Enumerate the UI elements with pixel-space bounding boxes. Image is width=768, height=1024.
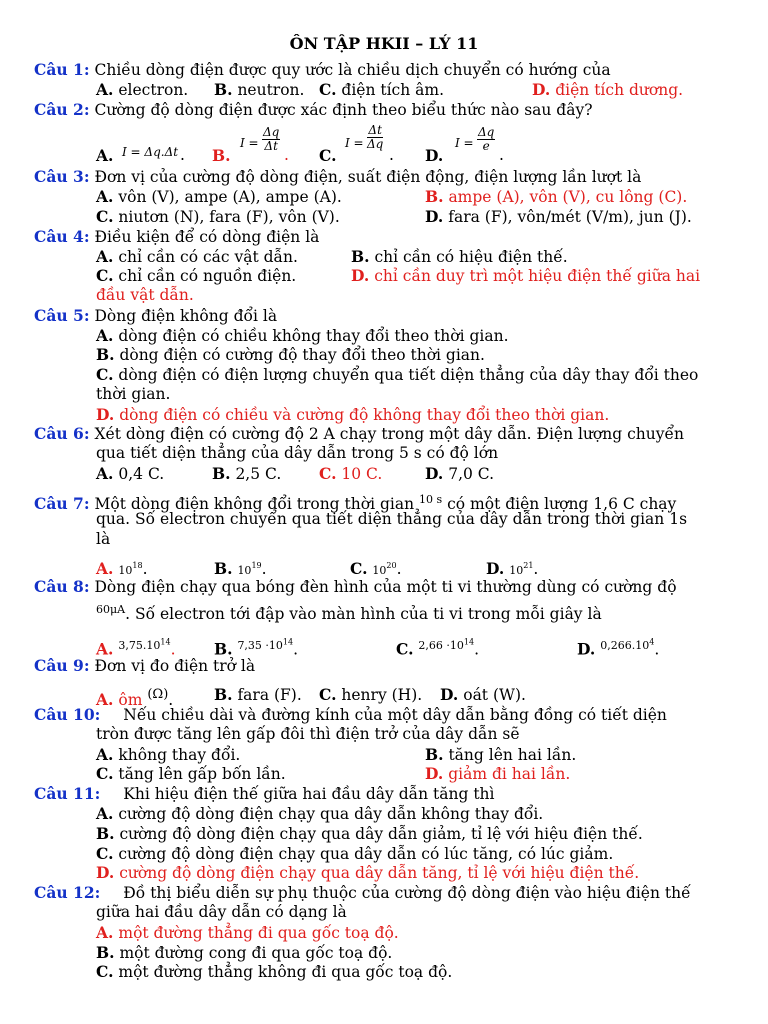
option-d: D. $^{0,266.10^4}$.	[577, 637, 660, 659]
option-a: A. vôn (V), ampe (A), ampe (A).	[96, 187, 342, 206]
question-text: Nếu chiều dài và đường kính của một dây dẫn bằng đồng có tiết diện	[123, 706, 667, 724]
question-text-continued: qua. Số electron chuyển qua tiết diện thẳng của dây dẫn trong thời gian 1s	[96, 510, 688, 528]
option-d-correct: D. dòng điện có chiều và cường độ không thay đổi theo thời gian.	[96, 405, 610, 424]
option-c-correct: C. 10 C.	[319, 464, 383, 483]
question-text-continued: tròn được tăng lên gấp đôi thì điện trở của dây dẫn sẽ	[96, 725, 520, 743]
option-d: D. I = $\frac{\Delta q}{e}$ .	[425, 125, 504, 165]
question-3	[34, 167, 734, 188]
question-4	[34, 227, 734, 248]
option-b: B. fara (F).	[214, 685, 302, 704]
question-text: Dòng điện không đổi là	[94, 307, 278, 325]
option-b: B. tăng lên hai lần.	[425, 745, 577, 764]
question-text: có một điện lượng 1,6 C chạy	[447, 495, 677, 513]
option-b: B. neutron.	[214, 80, 305, 99]
option-c: C. dòng điện có điện lượng chuyển qua tiết diện thẳng của dây thay đổi theo	[96, 365, 699, 384]
question-6	[34, 424, 734, 445]
question-label: Câu 8:	[34, 577, 90, 596]
option-d-correct: D. điện tích dương.	[532, 80, 684, 99]
question-text: Đơn vị đo điện trở là	[94, 657, 256, 675]
option-c: C. $10^{20}$.	[350, 559, 402, 579]
question-label: Câu 5:	[34, 306, 90, 325]
question-label: Câu 4:	[34, 227, 90, 246]
option-a-correct: A. ôm $^{(\Omega)}$.	[96, 687, 174, 709]
option-b-correct: B. I = $\frac{\Delta q}{\Delta t}$ .	[212, 125, 289, 165]
option-b: B. chỉ cần có hiệu điện thế.	[351, 247, 568, 266]
question-text-continued: qua tiết diện thẳng của dây dẫn trong 5 s có độ lớn	[96, 444, 499, 462]
question-8	[34, 577, 734, 598]
question-text: Dòng điện chạy qua bóng đèn hình của một ti vi thường dùng có cường độ	[94, 578, 677, 596]
option-b: B. $^{7,35 \cdot 10^{14}}$.	[214, 637, 299, 659]
option-c: C. cường độ dòng điện chạy qua dây dẫn có lúc tăng, có lúc giảm.	[96, 844, 614, 863]
question-text: Đơn vị của cường độ dòng điện, suất điện động, điện lượng lần lượt là	[94, 168, 642, 186]
question-text: Cường độ dòng điện được xác định theo biểu thức nào sau đây?	[94, 101, 593, 119]
option-c: C. chỉ cần có nguồn điện.	[96, 266, 297, 285]
option-c: C. tăng lên gấp bốn lần.	[96, 764, 286, 783]
current-value: 60μA	[96, 603, 126, 616]
page-title: ÔN TẬP HKII – LÝ 11	[289, 34, 479, 53]
question-text-continued: là	[96, 530, 111, 548]
option-b: B. 2,5 C.	[212, 464, 282, 483]
question-11	[34, 784, 734, 805]
option-c: C. một đường thẳng không đi qua gốc toạ độ.	[96, 962, 453, 981]
option-a: A. không thay đổi.	[96, 745, 241, 764]
option-a: A. 0,4 C.	[96, 464, 165, 483]
document-page: ÔN TẬP HKII – LÝ 11 Câu 1: Chiều dòng điện được quy ước là chiều dịch chuyển có hướng của A. electron. B. neutron. C. điện tích âm. D. điện tích dương. Câu 2: Cường độ dòng điện được xác định theo biểu thức nào sau đây? A. I = Δq.Δt . B. I = $\frac{\Delta q}{\Delta t}$ . C. I = $\frac{\Delta t}{\Delta q}$ . D. I = $\frac{\Delta q}{e}$ . Câu 3: Đơn vị của cường độ dòng điện, suất điện động, điện lượng lần lượt là A. vôn (V), ampe (A), ampe (A). B. ampe (A), vôn (V), cu lông (C). C. niutơn (N), fara (F), vôn (V). D. fara (F), vôn/mét (V/m), jun (J). Câu 4: Điều kiện để có dòng điện là A. chỉ cần có các vật dẫn. B. chỉ cần có hiệu điện thế. C. chỉ cần có nguồn điện. D. chỉ cần duy trì một hiệu điện thế giữa hai đầu vật dẫn. Câu 5: Dòng điện không đổi là A. dòng điện có chiều không thay đổi theo thời gian. B. dòng điện có cường độ thay đổi theo thời gian. C. dòng điện có điện lượng chuyển qua tiết diện thẳng của dây thay đổi theo thời gian. D. dòng điện có chiều và cường độ không thay đổi theo thời gian. Câu 6: Xét dòng điện có cường độ 2 A chạy trong một dây dẫn. Điện lượng chuyển qua tiết diện thẳng của dây dẫn trong 5 s có độ lớn A. 0,4 C. B. 2,5 C. C. 10 C. D. 7,0 C. Câu 7: Một dòng điện không đổi trong thời gian $^{10 s}$ có một điện lượng 1,6 C chạy qua. Số electron chuyển qua tiết diện thẳng của dây dẫn trong thời gian 1s là A. $10^{18}$. B. $10^{19}$. C. $10^{20}$. D. $10^{21}$. Câu 8: Dòng điện chạy qua bóng đèn hình của một ti vi thường dùng có cường độ $^{60\mu A}$. Số electron tới đập vào màn hình của ti vi trong mỗi giây là A. $^{3,75.10^{14}}$. B. $^{7,35 \cdot 10^{14}}$. C. $^{2,66 \cdot 10^{14}}$. D. $^{0,266.10^4}$. Câu 9: Đơn vị đo điện trở là A. ôm $^{(\Omega)}$. B. fara (F). C. henry (H). D. oát (W). Câu 10: Nếu chiều dài và đường kính của một dây dẫn bằng đồng có tiết diện tròn được tăng lên gấp đôi thì điện trở của dây dẫn sẽ A. không thay đổi. B. tăng lên hai lần. C. tăng lên gấp bốn lần. D. giảm đi hai lần. Câu 11: Khi hiệu điện thế giữa hai đầu dây dẫn tăng thì A. cường độ dòng điện chạy qua dây dẫn không thay đổi. B. cường độ dòng điện chạy qua dây dẫn giảm, tỉ lệ với hiệu điện thế. C. cường độ dòng điện chạy qua dây dẫn có lúc tăng, có lúc giảm. D. cường độ dòng điện chạy qua dây dẫn tăng, tỉ lệ với hiệu điện thế. Câu 12: Đồ thị biểu diễn sự phụ thuộc của cường độ dòng điện vào hiệu điện thế giữa hai đầu dây dẫn có dạng là A. một đường thẳng đi qua gốc toạ độ. B. một đường cong đi qua gốc toạ độ. C. một đường thẳng không đi qua gốc toạ độ.	[0, 0, 768, 1024]
option-d: D. $10^{21}$.	[486, 559, 539, 579]
option-a-correct: A. một đường thẳng đi qua gốc toạ độ.	[96, 923, 399, 942]
question-text: Chiều dòng điện được quy ước là chiều dịch chuyển có hướng của	[94, 61, 611, 79]
question-label: Câu 2:	[34, 100, 90, 119]
question-label: Câu 3:	[34, 167, 90, 186]
question-9	[34, 656, 734, 677]
question-10	[34, 705, 734, 726]
question-text-continued: giữa hai đầu dây dẫn có dạng là	[96, 903, 347, 921]
option-b: B. một đường cong đi qua gốc toạ độ.	[96, 943, 393, 962]
question-text: Điều kiện để có dòng điện là	[94, 228, 320, 246]
option-c: C. henry (H).	[319, 685, 423, 704]
question-text: Khi hiệu điện thế giữa hai đầu dây dẫn tăng thì	[123, 785, 495, 803]
option-c: C. I = $\frac{\Delta t}{\Delta q}$ .	[319, 123, 394, 165]
question-text: Xét dòng điện có cường độ 2 A chạy trong một dây dẫn. Điện lượng chuyển	[94, 425, 685, 443]
option-c: C. điện tích âm.	[319, 80, 445, 99]
option-b-correct: B. ampe (A), vôn (V), cu lông (C).	[425, 187, 688, 206]
option-d-correct: D. giảm đi hai lần.	[425, 764, 571, 783]
question-2	[34, 100, 734, 121]
question-text: Một dòng điện không đổi trong thời gian	[94, 495, 415, 513]
option-d: D. fara (F), vôn/mét (V/m), jun (J).	[425, 207, 692, 226]
option-b: B. dòng điện có cường độ thay đổi theo thời gian.	[96, 345, 485, 364]
option-c-continuation: thời gian.	[96, 385, 171, 403]
option-a: A. dòng điện có chiều không thay đổi theo thời gian.	[96, 326, 509, 345]
question-1	[34, 60, 734, 81]
option-c: C. niutơn (N), fara (F), vôn (V).	[96, 207, 340, 226]
option-c: C. $^{2,66 \cdot 10^{14}}$.	[396, 637, 480, 659]
question-label: Câu 9:	[34, 656, 90, 675]
option-b: B. cường độ dòng điện chạy qua dây dẫn giảm, tỉ lệ với hiệu điện thế.	[96, 824, 643, 843]
question-label: Câu 11:	[34, 784, 101, 803]
option-a-correct: A. $10^{18}$.	[96, 559, 148, 579]
option-d-continuation: đầu vật dẫn.	[96, 286, 194, 304]
question-label: Câu 10:	[34, 705, 101, 724]
question-12	[34, 883, 734, 904]
option-d-correct: D. chỉ cần duy trì một hiệu điện thế giữa hai	[351, 266, 701, 285]
option-a-correct: A. $^{3,75.10^{14}}$.	[96, 637, 176, 659]
question-5	[34, 306, 734, 327]
option-a: A. cường độ dòng điện chạy qua dây dẫn không thay đổi.	[96, 804, 544, 823]
question-label: Câu 6:	[34, 424, 90, 443]
question-text-continued: $^{60\mu A}$. Số electron tới đập vào màn hình của ti vi trong mỗi giây là	[96, 603, 602, 623]
option-a: A. electron.	[96, 80, 189, 99]
option-a: A. chỉ cần có các vật dẫn.	[96, 247, 298, 266]
option-d-correct: D. cường độ dòng điện chạy qua dây dẫn tăng, tỉ lệ với hiệu điện thế.	[96, 863, 640, 882]
question-label: Câu 12:	[34, 883, 101, 902]
question-text: Đồ thị biểu diễn sự phụ thuộc của cường độ dòng điện vào hiệu điện thế	[123, 884, 691, 902]
question-label: Câu 7:	[34, 494, 90, 513]
option-d: D. 7,0 C.	[425, 464, 495, 483]
option-d: D. oát (W).	[440, 685, 526, 704]
option-b: B. $10^{19}$.	[214, 559, 267, 579]
time-value: 10 s	[419, 493, 443, 506]
question-label: Câu 1:	[34, 60, 90, 79]
